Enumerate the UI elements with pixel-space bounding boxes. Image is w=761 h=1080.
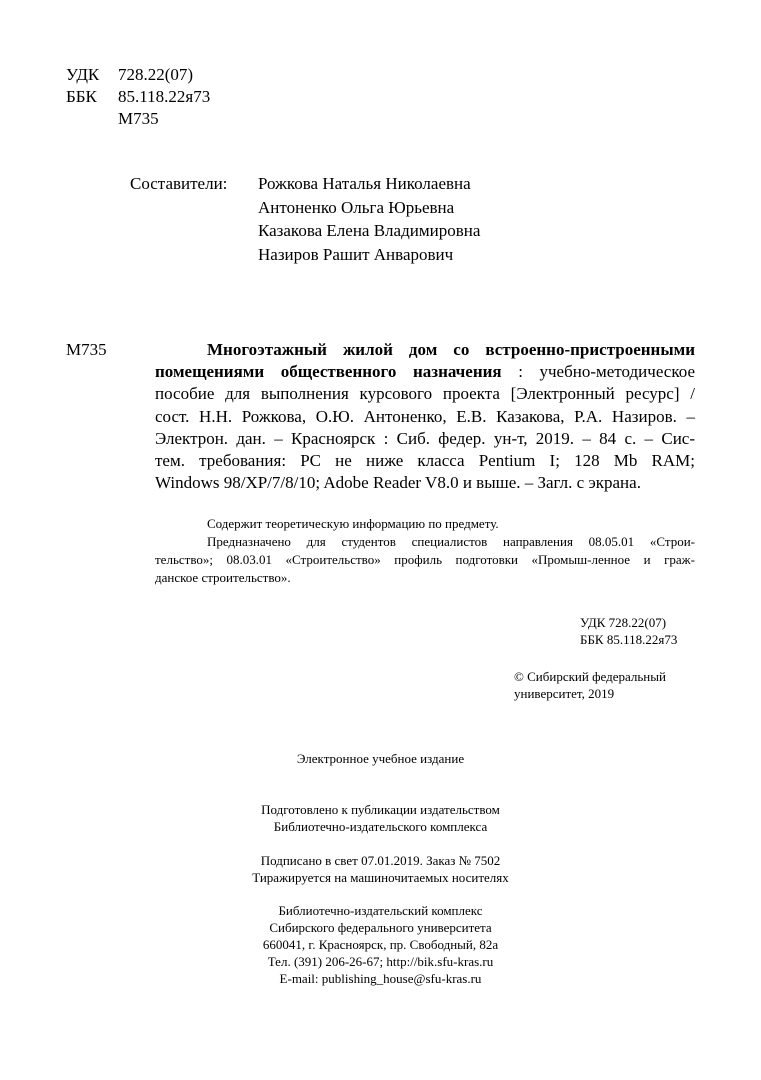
bbk-row bbox=[66, 86, 210, 108]
bib-line: Windows 98/XP/7/8/10; Adobe Reader V8.0 и выше. – Загл. с экрана. bbox=[155, 473, 641, 493]
prepared-line: Подготовлено к публикации издательством bbox=[261, 802, 500, 817]
udk-label: УДК bbox=[66, 65, 100, 84]
bbk-label: ББК bbox=[66, 87, 97, 106]
bib-title-line-2 bbox=[155, 361, 695, 383]
bib-title-part-2: помещениями общественного назначения bbox=[155, 362, 502, 382]
compiler-name: Рожкова Наталья Николаевна bbox=[258, 174, 471, 193]
publisher-phone-website: Тел. (391) 206-26-67; http://bik.sfu-kras.ru bbox=[267, 954, 494, 969]
udk-value: 728.22(07) bbox=[118, 65, 194, 84]
bib-line: сост. Н.Н. Рожкова, О.Ю. Антоненко, Е.В. Казакова, Р.А. Назиров. – bbox=[155, 406, 695, 426]
prepared-block bbox=[0, 801, 761, 835]
annotation bbox=[155, 515, 695, 587]
signed-line: Подписано в свет 07.01.2019. Заказ № 7502 bbox=[260, 853, 501, 868]
bib-title-line-1 bbox=[155, 339, 695, 361]
prepared-line: Библиотечно-издательского комплекса bbox=[273, 819, 488, 834]
copyright-line: © Сибирский федеральный bbox=[514, 669, 666, 684]
compiler-name: Антоненко Ольга Юрьевна bbox=[258, 197, 455, 217]
bbk-value: 85.118.22я73 bbox=[118, 87, 211, 106]
annotation-line: данское строительство». bbox=[155, 570, 291, 585]
classification-codes-right bbox=[580, 614, 677, 648]
bib-subtitle: : учебно-методическое bbox=[501, 362, 695, 382]
signing-block bbox=[0, 852, 761, 886]
bibliographic-record bbox=[155, 339, 695, 494]
publisher-address: 660041, г. Красноярск, пр. Свободный, 82а bbox=[262, 937, 499, 952]
bbk-code: ББК 85.118.22я73 bbox=[580, 632, 678, 647]
udk-code: УДК 728.22(07) bbox=[580, 615, 667, 630]
annotation-line: тельство»; 08.03.01 «Строительство» профиль подготовки «Промыш-ленное и граж- bbox=[155, 552, 695, 567]
annotation-line: Предназначено для студентов специалистов направления 08.05.01 «Строи- bbox=[207, 534, 695, 549]
compilers-label: Составители: bbox=[130, 174, 228, 193]
bib-line: тем. требования: PC не ниже класса Pentium I; 128 Mb RAM; bbox=[155, 450, 695, 470]
edition-type: Электронное учебное издание bbox=[296, 751, 465, 766]
publisher-line: Сибирского федерального университета bbox=[269, 920, 492, 935]
publisher-email: E-mail: publishing_house@sfu-kras.ru bbox=[279, 971, 482, 986]
compiler-name: Назиров Рашит Анварович bbox=[258, 244, 454, 264]
bib-title-part-1: Многоэтажный жилой дом со встроенно-пристроенными bbox=[207, 340, 695, 359]
bib-line: Электрон. дан. – Красноярск : Сиб. федер. ун-т, 2019. – 84 с. – Сис- bbox=[155, 428, 695, 448]
copyright-notice bbox=[514, 668, 666, 702]
publisher-block bbox=[0, 902, 761, 987]
compiler-name: Казакова Елена Владимировна bbox=[258, 221, 481, 240]
classification-block bbox=[66, 64, 210, 130]
compilers-list bbox=[258, 172, 480, 266]
publisher-line: Библиотечно-издательский комплекс bbox=[278, 903, 483, 918]
annotation-line: Содержит теоретическую информацию по предмету. bbox=[207, 516, 499, 531]
author-code-row bbox=[66, 108, 210, 130]
bibliographic-code: М735 bbox=[66, 340, 107, 359]
author-code: М735 bbox=[118, 109, 159, 128]
udk-row bbox=[66, 64, 210, 86]
copies-line: Тиражируется на машиночитаемых носителях bbox=[252, 870, 509, 885]
copyright-line: университет, 2019 bbox=[514, 686, 615, 701]
bib-line: пособие для выполнения курсового проекта [Электронный ресурс] / bbox=[155, 384, 695, 404]
